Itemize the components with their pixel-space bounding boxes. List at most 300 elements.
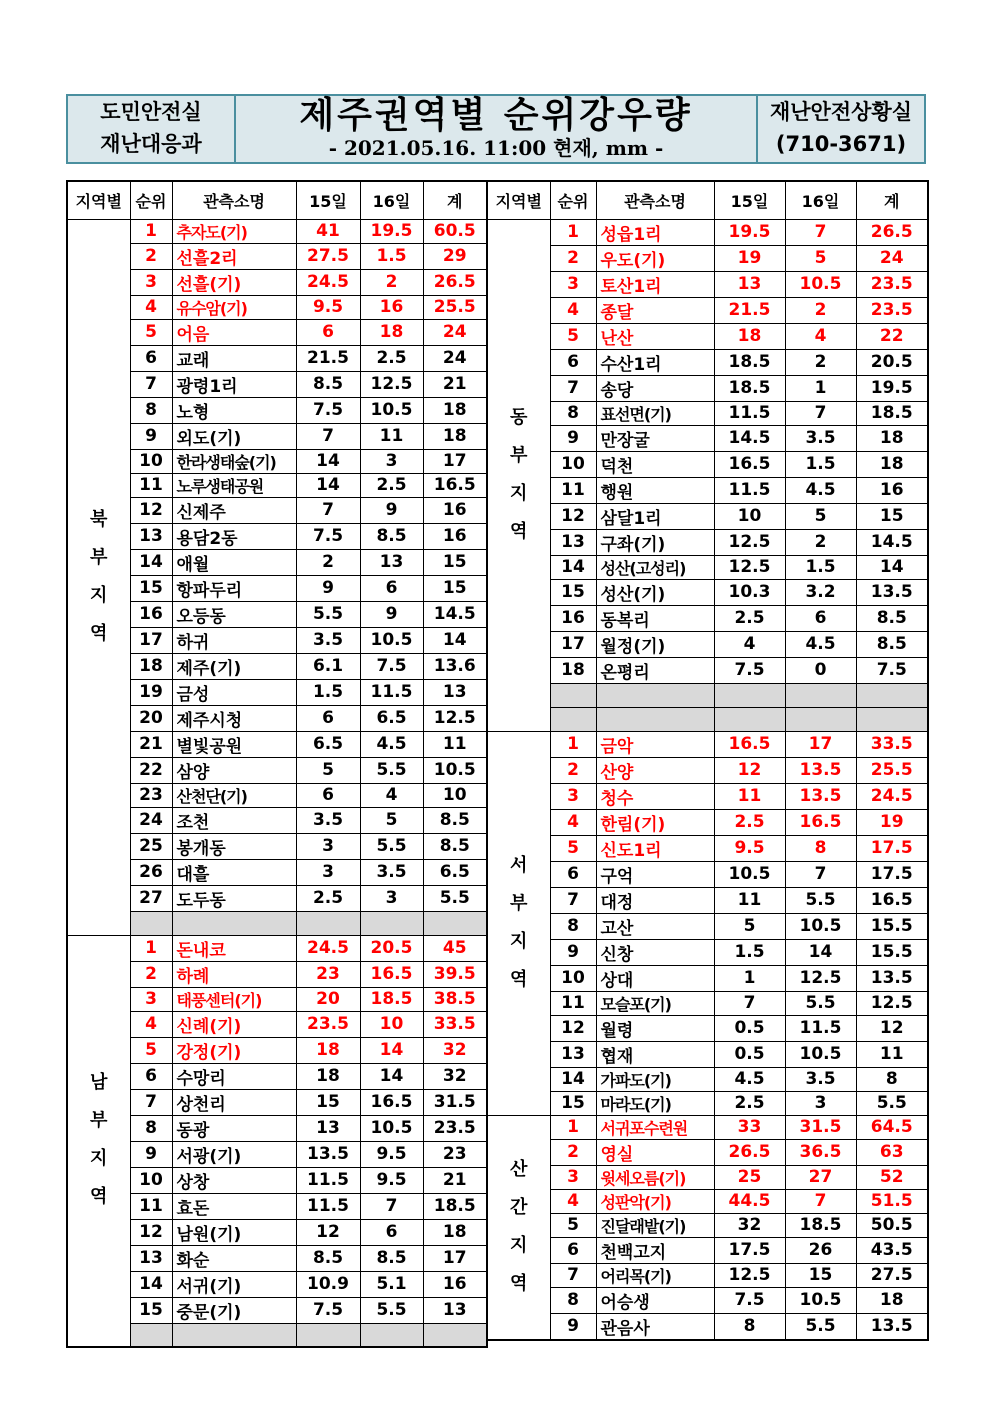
station-name: 도두동 [172, 885, 296, 911]
total-value: 24 [423, 319, 487, 345]
table-row [67, 935, 487, 961]
table-row [487, 297, 928, 323]
station-name: 한라생태숲(기) [172, 449, 296, 473]
station-name: 관음사 [596, 1313, 714, 1340]
day15-value: 11.5 [296, 1167, 360, 1193]
table-row [67, 1037, 487, 1063]
col-total: 계 [423, 181, 487, 219]
day16-value: 11 [360, 423, 423, 449]
day15-value: 8 [714, 1313, 785, 1340]
rank-cell: 4 [550, 1189, 596, 1213]
station-name: 어승생 [596, 1287, 714, 1313]
day15-value: 5 [714, 913, 785, 939]
station-name: 수산1리 [596, 349, 714, 375]
day16-value: 8 [785, 835, 856, 861]
station-name: 동복리 [596, 605, 714, 631]
station-name: 추자도(기) [172, 219, 296, 243]
rank-cell: 3 [550, 271, 596, 297]
day16-value: 3.5 [785, 425, 856, 451]
col-day16: 16일 [785, 181, 856, 219]
total-value: 18.5 [856, 401, 928, 425]
station-name: 조천 [172, 807, 296, 833]
table-row [67, 1167, 487, 1193]
station-name: 신례(기) [172, 1011, 296, 1037]
rank-cell: 4 [130, 295, 172, 319]
empty-cell [550, 707, 596, 731]
total-value: 25.5 [423, 295, 487, 319]
day16-value: 27 [785, 1165, 856, 1189]
day16-value: 18.5 [785, 1213, 856, 1237]
total-value: 13.6 [423, 653, 487, 679]
rank-cell: 1 [130, 219, 172, 243]
day16-value: 14 [785, 939, 856, 965]
day15-value: 14 [296, 449, 360, 473]
day16-value: 6.5 [360, 705, 423, 731]
day15-value: 6.1 [296, 653, 360, 679]
day15-value: 6 [296, 319, 360, 345]
day15-value: 15 [296, 1089, 360, 1115]
rank-cell: 16 [130, 601, 172, 627]
table-row [487, 349, 928, 375]
day16-value: 12.5 [360, 371, 423, 397]
rank-cell: 13 [550, 1041, 596, 1067]
table-row [487, 835, 928, 861]
total-value: 23.5 [856, 297, 928, 323]
right-table-header [487, 181, 928, 219]
total-value: 13.5 [856, 965, 928, 991]
table-row [67, 319, 487, 345]
day16-value: 10.5 [360, 1115, 423, 1141]
table-row [67, 1063, 487, 1089]
rank-cell: 10 [550, 965, 596, 991]
day16-value: 5.5 [360, 833, 423, 859]
total-value: 8.5 [423, 833, 487, 859]
station-name: 하례 [172, 961, 296, 987]
rank-cell: 17 [550, 631, 596, 657]
table-row [67, 269, 487, 295]
region-label-text: 산간지역 [510, 1158, 528, 1294]
station-name: 구억 [596, 861, 714, 887]
day15-value: 21.5 [296, 345, 360, 371]
table-row [487, 1287, 928, 1313]
total-value: 8.5 [423, 807, 487, 833]
station-name: 고산 [596, 913, 714, 939]
day15-value: 8.5 [296, 371, 360, 397]
table-row [67, 987, 487, 1011]
station-name: 신도1리 [596, 835, 714, 861]
rank-cell: 7 [550, 375, 596, 401]
table-row [487, 731, 928, 757]
table-row [487, 1165, 928, 1189]
region-label-text: 남부지역 [90, 1072, 108, 1208]
total-value: 10 [423, 783, 487, 807]
table-row [487, 579, 928, 605]
rank-cell: 6 [550, 861, 596, 887]
day16-value: 5.1 [360, 1271, 423, 1297]
station-name: 수망리 [172, 1063, 296, 1089]
day16-value: 5.5 [785, 991, 856, 1015]
day15-value: 18 [714, 323, 785, 349]
day15-value: 14 [296, 473, 360, 497]
total-value: 23.5 [856, 271, 928, 297]
col-day15: 15일 [296, 181, 360, 219]
empty-cell [296, 1323, 360, 1347]
rank-cell: 6 [550, 1237, 596, 1263]
col-day15: 15일 [714, 181, 785, 219]
station-name: 우도(기) [596, 245, 714, 271]
table-row [487, 1213, 928, 1237]
station-name: 돈내코 [172, 935, 296, 961]
station-name: 별빛공원 [172, 731, 296, 757]
day16-value: 5 [785, 245, 856, 271]
day16-value: 1.5 [360, 243, 423, 269]
day15-value: 13 [714, 271, 785, 297]
empty-cell [785, 707, 856, 731]
station-name: 노형 [172, 397, 296, 423]
station-name: 노루생태공원 [172, 473, 296, 497]
table-row [67, 449, 487, 473]
table-row [67, 473, 487, 497]
day16-value: 5 [785, 503, 856, 529]
day16-value: 7.5 [360, 653, 423, 679]
day16-value: 7 [785, 219, 856, 245]
total-value: 15.5 [856, 939, 928, 965]
station-name: 효돈 [172, 1193, 296, 1219]
station-name: 천백고지 [596, 1237, 714, 1263]
total-value: 18 [423, 397, 487, 423]
day15-value: 0.5 [714, 1041, 785, 1067]
total-value: 15 [856, 503, 928, 529]
station-name: 덕천 [596, 451, 714, 477]
total-value: 13 [423, 679, 487, 705]
table-row [487, 605, 928, 631]
day15-value: 10.5 [714, 861, 785, 887]
day15-value: 23.5 [296, 1011, 360, 1037]
rank-cell: 12 [130, 497, 172, 523]
rank-cell: 8 [550, 1287, 596, 1313]
rank-cell: 22 [130, 757, 172, 783]
day15-value: 7.5 [296, 397, 360, 423]
rank-cell: 18 [130, 653, 172, 679]
table-row [487, 1115, 928, 1139]
day15-value: 9.5 [714, 835, 785, 861]
day15-value: 13 [296, 1115, 360, 1141]
table-row [487, 861, 928, 887]
table-row [487, 939, 928, 965]
day15-value: 11.5 [714, 477, 785, 503]
title-box [236, 96, 756, 162]
rank-cell: 2 [130, 961, 172, 987]
table-row [487, 555, 928, 579]
total-value: 15.5 [856, 913, 928, 939]
table-row [67, 371, 487, 397]
table-row [67, 523, 487, 549]
station-name: 화순 [172, 1245, 296, 1271]
total-value: 16 [856, 477, 928, 503]
region-label-text: 동부지역 [510, 406, 528, 542]
day16-value: 17 [785, 731, 856, 757]
table-row [67, 1323, 487, 1347]
day16-value: 9 [360, 601, 423, 627]
day16-value: 6 [785, 605, 856, 631]
table-row [487, 1041, 928, 1067]
rank-cell: 5 [550, 835, 596, 861]
day15-value: 9.5 [296, 295, 360, 319]
day15-value: 13.5 [296, 1141, 360, 1167]
col-station: 관측소명 [172, 181, 296, 219]
total-value: 17 [423, 449, 487, 473]
day15-value: 18.5 [714, 375, 785, 401]
region-label-mountain [487, 1115, 550, 1340]
rank-cell: 5 [130, 319, 172, 345]
station-name: 광령1리 [172, 371, 296, 397]
day15-value: 8.5 [296, 1245, 360, 1271]
empty-cell [172, 1323, 296, 1347]
total-value: 8.5 [856, 605, 928, 631]
total-value: 32 [423, 1063, 487, 1089]
table-row [487, 913, 928, 939]
region-label-south [67, 935, 130, 1347]
day16-value: 16.5 [785, 809, 856, 835]
region-label-text: 북부지역 [90, 508, 108, 644]
report-header [66, 94, 926, 164]
empty-cell [714, 683, 785, 707]
day15-value: 33 [714, 1115, 785, 1139]
station-name: 신창 [596, 939, 714, 965]
total-value: 33.5 [423, 1011, 487, 1037]
day16-value: 7 [785, 861, 856, 887]
table-row [67, 1089, 487, 1115]
day16-value: 8.5 [360, 523, 423, 549]
day16-value: 2 [785, 529, 856, 555]
total-value: 29 [423, 243, 487, 269]
station-name: 월정(기) [596, 631, 714, 657]
day16-value: 10.5 [360, 397, 423, 423]
rank-cell: 4 [550, 809, 596, 835]
day16-value: 2 [785, 297, 856, 323]
day16-value: 3.5 [360, 859, 423, 885]
empty-cell [856, 683, 928, 707]
table-row [67, 653, 487, 679]
station-name: 마라도(기) [596, 1091, 714, 1115]
day16-value: 31.5 [785, 1115, 856, 1139]
station-name: 모슬포(기) [596, 991, 714, 1015]
station-name: 애월 [172, 549, 296, 575]
station-name: 협재 [596, 1041, 714, 1067]
rank-cell: 14 [550, 555, 596, 579]
total-value: 14 [423, 627, 487, 653]
contact-line2: (710-3671) [775, 132, 907, 156]
day16-value: 20.5 [360, 935, 423, 961]
station-name: 봉개동 [172, 833, 296, 859]
day16-value: 13.5 [785, 757, 856, 783]
day15-value: 3.5 [296, 807, 360, 833]
table-row [487, 887, 928, 913]
total-value: 13.5 [856, 579, 928, 605]
day16-value: 1.5 [785, 451, 856, 477]
day15-value: 6 [296, 783, 360, 807]
department-line2: 재난대응과 [100, 132, 202, 156]
day15-value: 4.5 [714, 1067, 785, 1091]
table-row [487, 1189, 928, 1213]
station-name: 성산(기) [596, 579, 714, 605]
day16-value: 1.5 [785, 555, 856, 579]
day15-value: 25 [714, 1165, 785, 1189]
rank-cell: 19 [130, 679, 172, 705]
day16-value: 4.5 [785, 477, 856, 503]
day15-value: 1 [714, 965, 785, 991]
day16-value: 18 [360, 319, 423, 345]
rank-cell: 3 [550, 1165, 596, 1189]
table-row [487, 271, 928, 297]
station-name: 외도(기) [172, 423, 296, 449]
day15-value: 27.5 [296, 243, 360, 269]
day15-value: 7 [296, 497, 360, 523]
total-value: 12.5 [856, 991, 928, 1015]
table-row [487, 809, 928, 835]
day15-value: 2.5 [714, 1091, 785, 1115]
station-name: 대정 [596, 887, 714, 913]
station-name: 남원(기) [172, 1219, 296, 1245]
col-day16: 16일 [360, 181, 423, 219]
rank-cell: 15 [130, 575, 172, 601]
rank-cell: 20 [130, 705, 172, 731]
total-value: 19.5 [856, 375, 928, 401]
rank-cell: 1 [130, 935, 172, 961]
rank-cell: 2 [550, 1139, 596, 1165]
day15-value: 1.5 [296, 679, 360, 705]
day16-value: 26 [785, 1237, 856, 1263]
day15-value: 4 [714, 631, 785, 657]
total-value: 43.5 [856, 1237, 928, 1263]
table-row [487, 707, 928, 731]
day16-value: 3 [360, 449, 423, 473]
table-row [67, 911, 487, 935]
day16-value: 10.5 [785, 1287, 856, 1313]
rank-cell: 11 [130, 473, 172, 497]
station-name: 금악 [596, 731, 714, 757]
total-value: 16.5 [423, 473, 487, 497]
day16-value: 2 [785, 349, 856, 375]
day16-value: 6 [360, 575, 423, 601]
rank-cell: 12 [550, 1015, 596, 1041]
table-row [487, 1067, 928, 1091]
day16-value: 6 [360, 1219, 423, 1245]
total-value: 17.5 [856, 861, 928, 887]
total-value: 19 [856, 809, 928, 835]
total-value: 8.5 [856, 631, 928, 657]
day15-value: 6 [296, 705, 360, 731]
total-value: 24 [856, 245, 928, 271]
day16-value: 16.5 [360, 961, 423, 987]
table-row [67, 705, 487, 731]
day15-value: 18 [296, 1037, 360, 1063]
day16-value: 18.5 [360, 987, 423, 1011]
day15-value: 7.5 [714, 657, 785, 683]
total-value: 18.5 [423, 1193, 487, 1219]
day16-value: 7 [785, 401, 856, 425]
rank-cell: 2 [130, 243, 172, 269]
station-name: 토산1리 [596, 271, 714, 297]
day16-value: 5.5 [360, 757, 423, 783]
rank-cell: 8 [130, 397, 172, 423]
station-name: 영실 [596, 1139, 714, 1165]
total-value: 17 [423, 1245, 487, 1271]
day16-value: 3.2 [785, 579, 856, 605]
station-name: 한림(기) [596, 809, 714, 835]
total-value: 24.5 [856, 783, 928, 809]
table-row [67, 295, 487, 319]
station-name: 산양 [596, 757, 714, 783]
total-value: 11 [423, 731, 487, 757]
total-value: 16 [423, 523, 487, 549]
table-row [67, 885, 487, 911]
total-value: 22 [856, 323, 928, 349]
total-value: 18 [856, 451, 928, 477]
rank-cell: 11 [550, 991, 596, 1015]
rank-cell: 6 [550, 349, 596, 375]
station-name: 성읍1리 [596, 219, 714, 245]
total-value: 14.5 [423, 601, 487, 627]
region-label-east [487, 219, 550, 731]
total-value: 64.5 [856, 1115, 928, 1139]
day16-value: 2.5 [360, 473, 423, 497]
rank-cell: 13 [130, 1245, 172, 1271]
total-value: 13 [423, 1297, 487, 1323]
day15-value: 20 [296, 987, 360, 1011]
day16-value: 3 [360, 885, 423, 911]
day15-value: 11 [714, 887, 785, 913]
table-row [67, 219, 487, 243]
total-value: 24 [423, 345, 487, 371]
day15-value: 2.5 [714, 605, 785, 631]
station-name: 상창 [172, 1167, 296, 1193]
day15-value: 5 [296, 757, 360, 783]
left-table-header [67, 181, 487, 219]
table-row [67, 575, 487, 601]
rank-cell: 6 [130, 1063, 172, 1089]
rank-cell: 11 [130, 1193, 172, 1219]
day16-value: 10.5 [360, 627, 423, 653]
col-region: 지역별 [67, 181, 130, 219]
day15-value: 6.5 [296, 731, 360, 757]
col-rank: 순위 [130, 181, 172, 219]
total-value: 16 [423, 1271, 487, 1297]
day15-value: 23 [296, 961, 360, 987]
station-name: 동광 [172, 1115, 296, 1141]
day15-value: 11.5 [296, 1193, 360, 1219]
table-row [67, 1219, 487, 1245]
rank-cell: 6 [130, 345, 172, 371]
total-value: 11 [856, 1041, 928, 1067]
day15-value: 19.5 [714, 219, 785, 245]
table-row [67, 1011, 487, 1037]
rank-cell: 2 [550, 757, 596, 783]
day15-value: 18 [296, 1063, 360, 1089]
day16-value: 10.5 [785, 1041, 856, 1067]
table-row [67, 549, 487, 575]
table-row [67, 859, 487, 885]
day15-value: 3 [296, 859, 360, 885]
table-row [487, 425, 928, 451]
day15-value: 12 [714, 757, 785, 783]
day15-value: 26.5 [714, 1139, 785, 1165]
col-rank: 순위 [550, 181, 596, 219]
total-value: 16.5 [856, 887, 928, 913]
left-rainfall-table [66, 180, 488, 1348]
table-row [487, 1313, 928, 1340]
total-value: 38.5 [423, 987, 487, 1011]
